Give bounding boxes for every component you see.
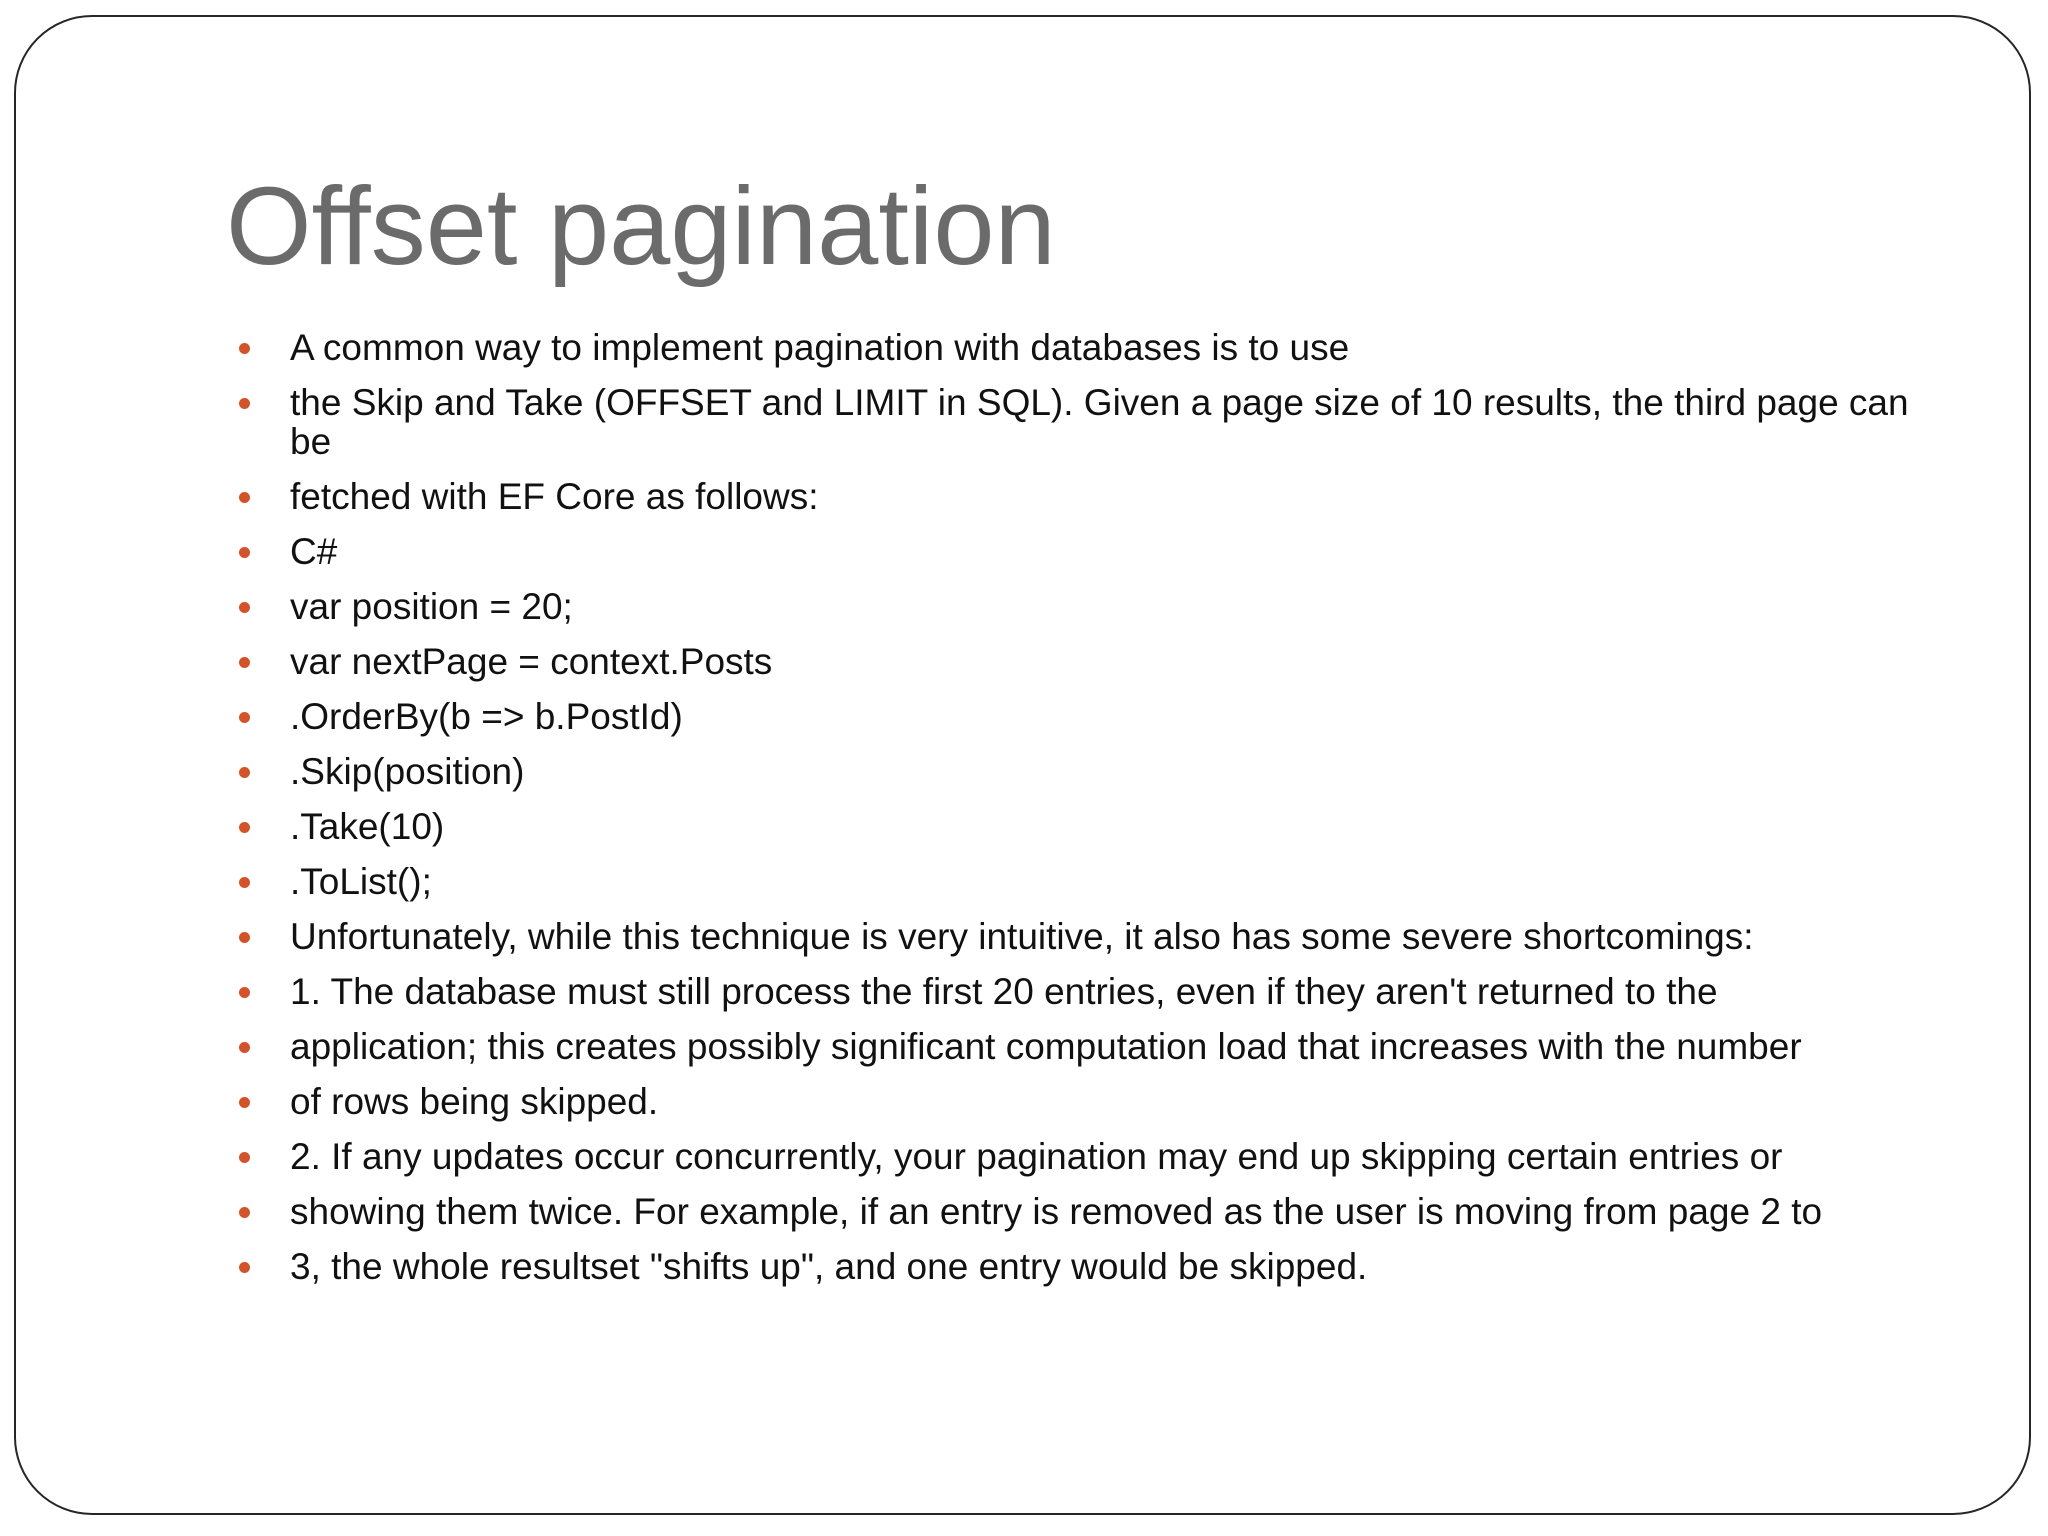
bullet-dot-icon — [239, 602, 250, 613]
bullet-dot-icon — [239, 343, 250, 354]
bullet-text: application; this creates possibly significant computation load that increases with the number — [290, 1026, 1802, 1067]
bullet-dot-icon — [239, 712, 250, 723]
bullet-text: A common way to implement pagination with databases is to use — [290, 327, 1350, 368]
bullet-item — [226, 477, 1946, 516]
bullet-item — [226, 697, 1946, 736]
bullet-item — [226, 532, 1946, 571]
bullet-text: .Take(10) — [290, 806, 445, 847]
bullet-dot-icon — [239, 877, 250, 888]
bullet-dot-icon — [239, 547, 250, 558]
bullet-text: 1. The database must still process the first 20 entries, even if they aren't returned to the — [290, 971, 1718, 1012]
bullet-item — [226, 752, 1946, 791]
bullet-text: .ToList(); — [290, 861, 432, 902]
bullet-text: C# — [290, 531, 338, 572]
bullet-text: 3, the whole resultset "shifts up", and one entry would be skipped. — [290, 1246, 1368, 1287]
bullet-text: 2. If any updates occur concurrently, your pagination may end up skipping certain entries or — [290, 1136, 1783, 1177]
bullet-text: fetched with EF Core as follows: — [290, 476, 819, 517]
bullet-dot-icon — [239, 1262, 250, 1273]
bullet-item — [226, 972, 1946, 1011]
bullet-dot-icon — [239, 1042, 250, 1053]
bullet-item — [226, 1027, 1946, 1066]
slide-title: Offset pagination — [226, 165, 1056, 288]
bullet-item — [226, 1082, 1946, 1121]
bullet-dot-icon — [239, 822, 250, 833]
bullet-text: the Skip and Take (OFFSET and LIMIT in SQL). Given a page size of 10 results, the third page can be — [290, 382, 1909, 462]
bullet-dot-icon — [239, 657, 250, 668]
bullet-text: of rows being skipped. — [290, 1081, 659, 1122]
bullet-item — [226, 587, 1946, 626]
bullet-dot-icon — [239, 1207, 250, 1218]
bullet-dot-icon — [239, 767, 250, 778]
bullet-text: showing them twice. For example, if an entry is removed as the user is moving from page 2 to — [290, 1191, 1823, 1232]
bullet-item — [226, 383, 1946, 461]
bullet-item — [226, 328, 1946, 367]
bullet-item — [226, 1137, 1946, 1176]
bullet-dot-icon — [239, 1152, 250, 1163]
bullet-item — [226, 1247, 1946, 1286]
bullet-dot-icon — [239, 398, 250, 409]
bullet-item — [226, 807, 1946, 846]
bullet-item — [226, 1192, 1946, 1231]
bullet-dot-icon — [239, 987, 250, 998]
bullet-text: var nextPage = context.Posts — [290, 641, 773, 682]
bullet-text: var position = 20; — [290, 586, 573, 627]
slide — [14, 15, 2031, 1515]
bullet-dot-icon — [239, 492, 250, 503]
bullet-dot-icon — [239, 1097, 250, 1108]
bullet-list — [226, 328, 1946, 1302]
bullet-item — [226, 862, 1946, 901]
bullet-item — [226, 642, 1946, 681]
bullet-dot-icon — [239, 932, 250, 943]
bullet-text: .OrderBy(b => b.PostId) — [290, 696, 683, 737]
bullet-item — [226, 917, 1946, 956]
bullet-text: Unfortunately, while this technique is very intuitive, it also has some severe shortcomings: — [290, 916, 1754, 957]
bullet-text: .Skip(position) — [290, 751, 525, 792]
